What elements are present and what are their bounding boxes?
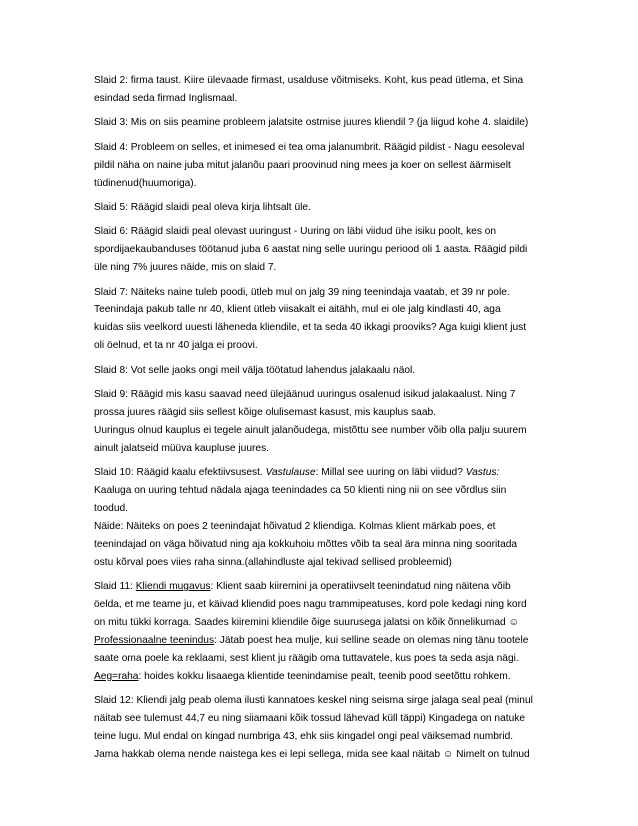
text-segment: on mitu tükki korraga. Saades kiiremini kliendile õige suurusega jalatsi on kõik õnnelikumad ☺	[94, 616, 519, 628]
text-line	[94, 464, 552, 482]
text-segment: ostu kõrval poes viies raha sinna.(allahindluste ajal tekivad sellised probleemid)	[94, 556, 452, 568]
text-segment: Vastulause	[265, 467, 316, 479]
text-segment: esindad seda firmad Inglismaal.	[94, 92, 238, 104]
text-line	[94, 319, 552, 337]
text-segment: öelda, et me teame ju, et käivad kliendid poes nagu trammipeatuses, kord pole kedagi ning kord	[94, 599, 527, 611]
text-segment: tüdinenud(huumoriga).	[94, 177, 197, 189]
text-line	[94, 500, 552, 518]
text-segment: Slaid 12: Kliendi jalg peab olema ilusti kannatoes keskel ning seisma sirge jalaga seal peal (minul	[94, 695, 533, 707]
paragraph	[94, 199, 552, 217]
text-segment: kuidas siis veelkord uuesti läheneda kliendile, et ta seda 40 ikkagi prooviks? Aga kuigi klient just	[94, 322, 527, 334]
text-segment: Slaid 11:	[94, 581, 136, 593]
text-line	[94, 404, 552, 422]
text-line	[94, 259, 552, 277]
text-segment: Vastus:	[465, 467, 500, 479]
text-segment: Slaid 7: Näiteks naine tuleb poodi, ütleb mul on jalg 39 ning teenindaja vaatab, et 39 nr pole.	[94, 286, 510, 298]
text-line	[94, 223, 552, 241]
text-segment: teine lugu. Mul endal on kingad numbriga 43, ehk siis kingadel ongi peal väiksemad numbrid.	[94, 730, 514, 742]
text-line	[94, 482, 552, 500]
text-segment: : hoides kokku lisaaega klientide teenindamise pealt, teenib pood seetõttu rohkem.	[138, 670, 511, 682]
text-line	[94, 710, 552, 728]
text-segment: teenindajad on väga hõivatud ning aja kokkuhoiu mõttes võib ta seal ära minna ning sooritada	[94, 538, 518, 550]
paragraph	[94, 284, 552, 356]
text-line	[94, 518, 552, 536]
text-segment: Kaaluga on uuring tehtud nädala ajaga teenindades ca 50 klienti ning nii on see võrdlus siin	[94, 485, 507, 497]
paragraph	[94, 223, 552, 277]
text-segment: Jama hakkab olema nende naistega kes ei lepi sellega, mida see kaal näitab ☺ Nimelt on tulnud	[94, 748, 530, 760]
text-line	[94, 650, 552, 668]
text-line	[94, 554, 552, 572]
text-segment: : Millal see uuring on läbi viidud?	[315, 467, 466, 479]
text-line	[94, 440, 552, 458]
text-segment: Slaid 10: Räägid kaalu efektiivsusest.	[94, 467, 266, 479]
paragraph	[94, 114, 552, 132]
text-line	[94, 337, 552, 355]
text-line	[94, 536, 552, 554]
document-page	[94, 72, 552, 770]
text-line	[94, 241, 552, 259]
text-segment: prossa juures räägid siis sellest kõige olulisemast kasust, mis kauplus saab.	[94, 407, 437, 418]
paragraph	[94, 72, 552, 108]
text-segment: üle ning 7% juures näide, mis on slaid 7.	[94, 262, 277, 274]
text-segment: Teenindaja pakub talle nr 40, klient ütleb viisakalt ei aitähh, mul ei ole jalg kindlasti 40, aga	[94, 304, 501, 316]
paragraph	[94, 139, 552, 193]
text-line	[94, 746, 552, 764]
text-segment: Professionaalne teenindus	[94, 634, 215, 646]
text-line	[94, 728, 552, 746]
text-line	[94, 114, 552, 132]
text-segment: Slaid 4: Probleem on selles, et inimesed ei tea oma jalanumbrit. Räägid pildist - Nagu eesoleval	[94, 141, 525, 153]
text-segment: Slaid 5: Räägid slaidi peal oleva kirja lihtsalt üle.	[94, 201, 311, 213]
text-line	[94, 157, 552, 175]
text-line	[94, 632, 552, 650]
text-line	[94, 284, 552, 302]
text-line	[94, 614, 552, 632]
text-line	[94, 578, 552, 596]
text-line	[94, 596, 552, 614]
text-segment: Uuringus olnud kauplus ei tegele ainult jalanõudega, mistõttu see number võib olla palju suurem	[94, 424, 527, 436]
paragraph	[94, 464, 552, 571]
paragraph	[94, 692, 552, 764]
text-line	[94, 422, 552, 440]
text-segment: Slaid 6: Räägid slaidi peal olevast uuringust - Uuring on läbi viidud ühe isiku poolt, kes on	[94, 226, 497, 238]
text-segment: ainult jalatseid müüva kaupluse juures.	[94, 442, 269, 454]
text-line	[94, 199, 552, 217]
text-segment: Slaid 2: firma taust. Kiire ülevaade firmast, usalduse võitmiseks. Koht, kus pead ütlema, et Sina	[94, 75, 524, 86]
paragraph	[94, 362, 552, 380]
paragraph	[94, 578, 552, 685]
text-line	[94, 692, 552, 710]
text-segment: Kliendi mugavus	[135, 581, 211, 593]
text-segment: Slaid 9: Räägid mis kasu saavad need ülejäänud uuringus osalenud isikud jalakaalust. Ning 7	[94, 389, 516, 401]
paragraph	[94, 386, 552, 458]
text-segment: toodud.	[94, 503, 128, 515]
text-line	[94, 362, 552, 380]
text-line	[94, 386, 552, 404]
text-segment: saate oma poele ka reklaami, sest klient ju räägib oma tuttavatele, kus poes ta seda asja nägi.	[94, 652, 519, 664]
text-segment: spordijaekaubanduses töötanud juba 6 aastat ning selle uuringu periood oli 1 aasta. Räägid pildi	[94, 244, 528, 256]
text-line	[94, 175, 552, 193]
text-segment: näitab see tulemust 44,7 eu ning siiamaani kõik tossud lähevad küll täppi) Kingadega on natuke	[94, 713, 525, 724]
text-segment: Aeg=raha	[94, 670, 139, 682]
text-segment: : Jätab poest hea mulje, kui selline seade on olemas ning tänu tootele	[214, 634, 529, 646]
text-segment: Slaid 8: Vot selle jaoks ongi meil välja töötatud lahendus jalakaalu näol.	[94, 364, 416, 376]
text-segment: oli öelnud, et ta nr 40 jalga ei proovi.	[94, 340, 258, 352]
text-segment: Slaid 3: Mis on siis peamine probleem jalatsite ostmise juures kliendil ? (ja liigud kohe 4. slaidile)	[94, 117, 529, 129]
text-line	[94, 668, 552, 686]
text-segment: Näide: Näiteks on poes 2 teenindajat hõivatud 2 kliendiga. Kolmas klient märkab poes, et	[94, 520, 496, 532]
text-line	[94, 72, 552, 90]
text-line	[94, 139, 552, 157]
text-segment: pildil näha on naine juba mitut jalanõu paari proovinud ning mees ja koer on sellest äärmiselt	[94, 159, 511, 171]
text-line	[94, 301, 552, 319]
text-segment: : Klient saab kiiremini ja operatiivselt teenindatud ning näitena võib	[210, 581, 511, 593]
text-line	[94, 90, 552, 108]
